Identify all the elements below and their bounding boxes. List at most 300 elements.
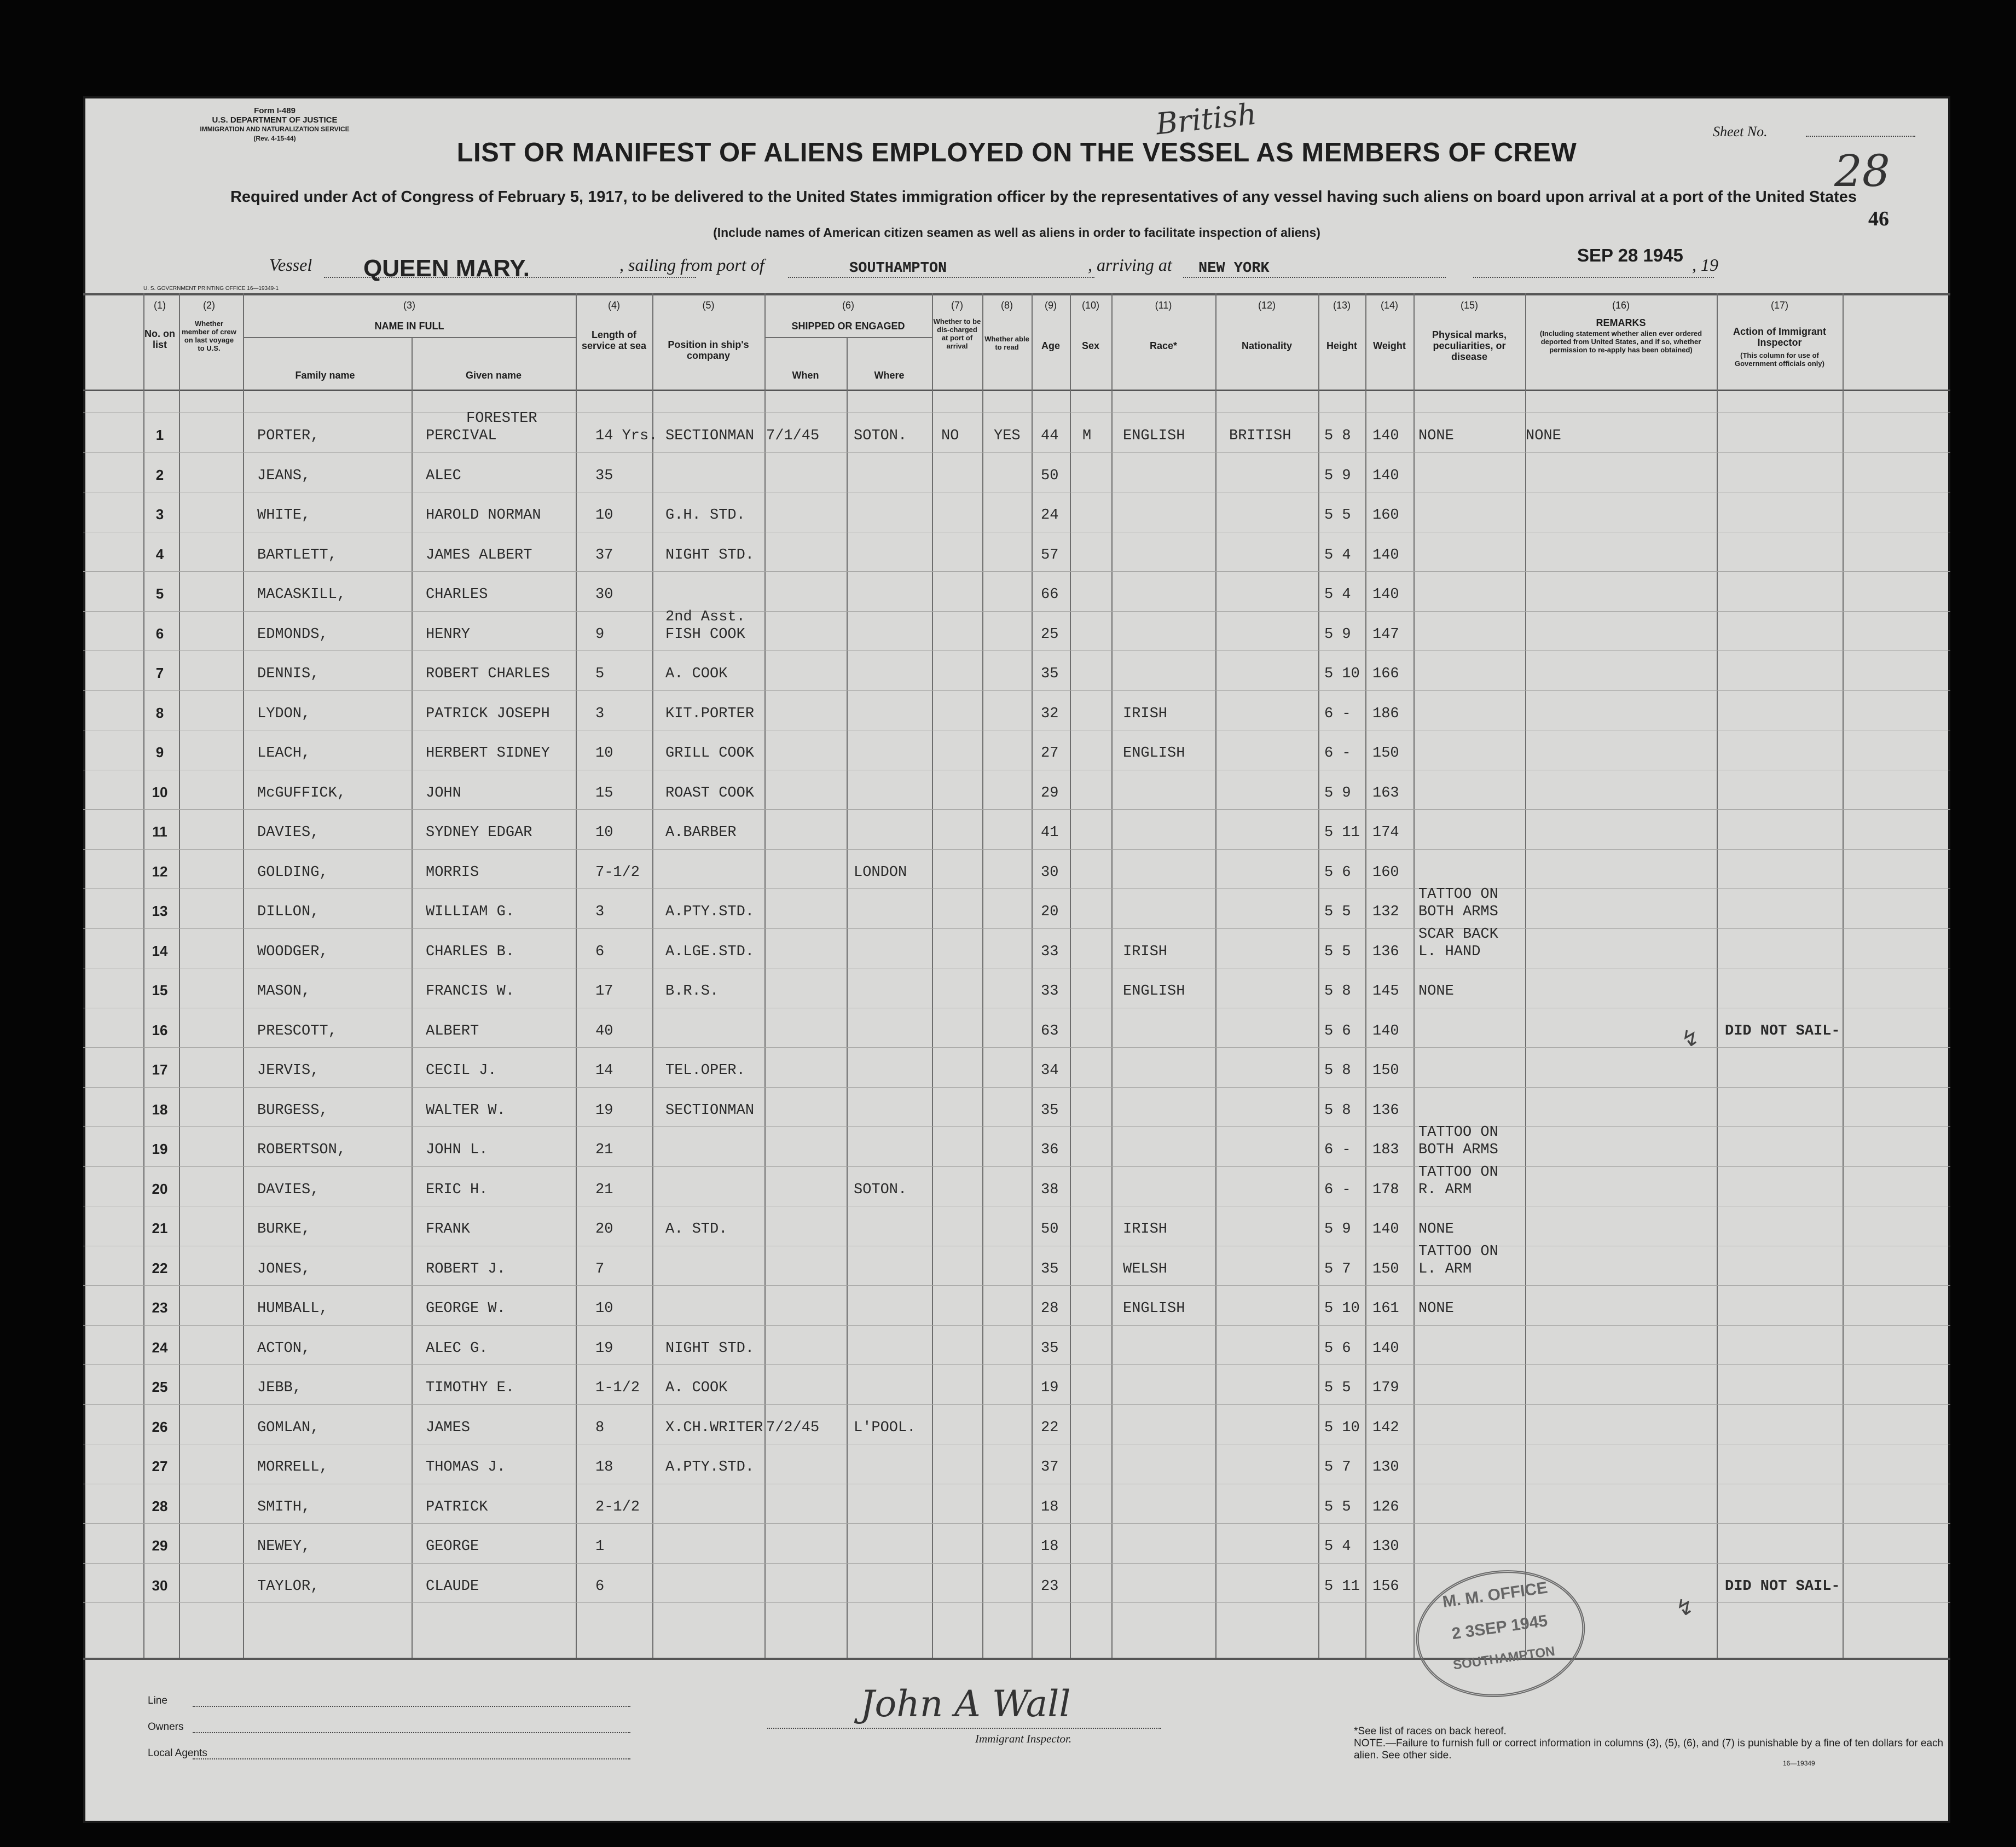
length-service-cell: 3 (595, 706, 605, 722)
row-rule (83, 1325, 1950, 1326)
height-cell: 5 9 (1324, 626, 1351, 643)
age-cell: 50 (1041, 468, 1059, 484)
height-cell: 6 - (1324, 1142, 1351, 1158)
length-service-cell: 5 (595, 666, 605, 682)
row-number: 30 (152, 1577, 168, 1594)
length-service-cell: 10 (595, 1300, 613, 1317)
position-cell: A. COOK (665, 666, 728, 682)
length-service-cell: 3 (595, 904, 605, 920)
header-nationality: Nationality (1241, 340, 1292, 351)
row-number: 20 (152, 1181, 168, 1197)
act-text: Required under Act of Congress of February 5, 1917, to be delivered to the United States immigration officer by the representatives of any vessel having such aliens on board upon arrival at a port of the United States (230, 188, 1857, 206)
page-title: LIST OR MANIFEST OF ALIENS EMPLOYED ON THE VESSEL AS MEMBERS OF CREW (456, 138, 1577, 167)
physical-marks-cell: BOTH ARMS (1418, 1142, 1498, 1158)
age-cell: 50 (1041, 1221, 1059, 1238)
revision: (Rev. 4-15-44) (253, 135, 296, 142)
row-rule (83, 650, 1950, 651)
given-name-cell: WALTER W. (426, 1102, 506, 1119)
row-rule (83, 888, 1950, 889)
row-rule (83, 452, 1950, 453)
given-name-cell: ROBERT CHARLES (426, 666, 550, 682)
age-cell: 63 (1041, 1023, 1059, 1039)
header-given-name: Given name (465, 370, 522, 381)
age-cell: 41 (1041, 824, 1059, 841)
height-cell: 5 6 (1324, 864, 1351, 881)
length-service-cell: 7 (595, 1261, 605, 1277)
shipped-where-cell: SOTON. (854, 1182, 907, 1198)
height-cell: 5 11 (1324, 824, 1360, 841)
family-name-cell: PORTER, (257, 428, 320, 444)
column-rule (1525, 293, 1526, 1658)
height-cell: 6 - (1324, 1182, 1351, 1198)
column-rule (1365, 293, 1366, 1658)
column-rule (243, 293, 244, 1658)
length-service-cell: 20 (595, 1221, 613, 1238)
family-name-cell: JONES, (257, 1261, 311, 1277)
family-name-cell: GOLDING, (257, 864, 328, 881)
height-cell: 5 8 (1324, 1102, 1351, 1119)
header-action: Action of Immigrant Inspector (1733, 326, 1826, 348)
given-name-cell: JOHN (426, 785, 461, 801)
height-cell: 5 7 (1324, 1261, 1351, 1277)
position-cell: ROAST COOK (665, 785, 755, 801)
length-service-cell: 14 (595, 1062, 613, 1079)
footer-notes (1354, 1726, 1945, 1762)
weight-cell: 140 (1372, 586, 1399, 603)
weight-cell: 130 (1372, 1459, 1399, 1476)
family-name-cell: JEANS, (257, 468, 311, 484)
given-name-cell: THOMAS J. (426, 1459, 506, 1476)
include-text: (Include names of American citizen seamen as well as aliens in order to facilitate inspection of aliens) (713, 225, 1320, 240)
family-name-cell: LEACH, (257, 745, 311, 762)
shipped-when-cell: 7/2/45 (766, 1420, 820, 1436)
length-service-cell: 18 (595, 1459, 613, 1476)
row-rule (83, 1166, 1950, 1167)
column-rule (764, 293, 766, 1658)
header-physical-marks: Physical marks, peculiarities, or disease (1432, 329, 1507, 362)
position-cell: A.BARBER (665, 824, 737, 841)
column-rule (1413, 293, 1415, 1658)
row-number: 5 (155, 585, 164, 602)
height-cell: 5 11 (1324, 1578, 1360, 1595)
weight-cell: 150 (1372, 1062, 1399, 1079)
pencil-mark: ↯ (1676, 1595, 1694, 1621)
shipped-where-cell: LONDON (854, 864, 907, 881)
row-number: 12 (152, 863, 168, 880)
given-name-cell: CLAUDE (426, 1578, 479, 1595)
weight-cell: 126 (1372, 1499, 1399, 1515)
row-number: 21 (152, 1220, 168, 1236)
height-cell: 5 9 (1324, 785, 1351, 801)
age-cell: 35 (1041, 1261, 1059, 1277)
column-rule (652, 293, 653, 1658)
row-rule (83, 1563, 1950, 1564)
weight-cell: 160 (1372, 507, 1399, 524)
header-remarks: REMARKS (1596, 317, 1646, 328)
race-cell: ENGLISH (1123, 745, 1185, 762)
pencil-mark: ↯ (1681, 1026, 1700, 1052)
given-name-cell: SYDNEY EDGAR (426, 824, 532, 841)
position-cell: SECTIONMAN (665, 428, 755, 444)
position-cell: A.PTY.STD. (665, 1459, 755, 1476)
service: IMMIGRATION AND NATURALIZATION SERVICE (200, 125, 350, 133)
weight-cell: 166 (1372, 666, 1399, 682)
position-cell: A.LGE.STD. (665, 944, 755, 960)
weight-cell: 150 (1372, 1261, 1399, 1277)
height-cell: 5 4 (1324, 547, 1351, 564)
family-name-cell: BURKE, (257, 1221, 311, 1238)
date-line (1473, 277, 1714, 278)
given-name-cell: FRANK (426, 1221, 471, 1238)
family-name-cell: BURGESS, (257, 1102, 328, 1119)
position-cell: NIGHT STD. (665, 547, 755, 564)
height-cell: 5 8 (1324, 983, 1351, 1000)
arriving-port: NEW YORK (1198, 260, 1270, 277)
physical-marks-extra-cell: TATTOO ON (1418, 1164, 1498, 1181)
year-label: , 19 (1692, 255, 1718, 275)
height-cell: 5 10 (1324, 1420, 1360, 1436)
col-number: (11) (1155, 300, 1172, 311)
col-number: (15) (1460, 300, 1478, 311)
column-rule (1070, 293, 1071, 1658)
family-name-cell: DAVIES, (257, 1182, 320, 1198)
col-number: (7) (951, 300, 963, 311)
physical-marks-cell: BOTH ARMS (1418, 904, 1498, 920)
row-number: 13 (152, 903, 168, 919)
given-name-cell: JAMES ALBERT (426, 547, 532, 564)
given-name-cell: JAMES (426, 1420, 471, 1436)
age-cell: 38 (1041, 1182, 1059, 1198)
row-number: 28 (152, 1498, 168, 1514)
column-rule (1032, 293, 1033, 1658)
row-number: 24 (152, 1339, 168, 1356)
header-age: Age (1041, 340, 1060, 351)
signature-line (767, 1728, 1161, 1729)
col-number: (9) (1045, 300, 1057, 311)
row-rule (83, 1523, 1950, 1524)
sex-cell: M (1082, 428, 1092, 444)
sailing-line (788, 277, 1094, 278)
weight-cell: 179 (1372, 1380, 1399, 1396)
given-name-cell: CHARLES (426, 586, 488, 603)
position-extra-cell: 2nd Asst. (665, 609, 745, 625)
given-name-cell: CHARLES B. (426, 944, 515, 960)
row-number: 9 (155, 744, 164, 760)
row-rule (83, 928, 1950, 929)
header-length-service: Length of service at sea (581, 329, 647, 351)
age-cell: 30 (1041, 864, 1059, 881)
weight-cell: 130 (1372, 1538, 1399, 1555)
form-number: Form I-489 (254, 106, 296, 115)
column-rule (1843, 293, 1844, 1658)
length-service-cell: 35 (595, 468, 613, 484)
given-name-cell: GEORGE (426, 1538, 479, 1555)
length-service-cell: 40 (595, 1023, 613, 1039)
family-name-cell: BARTLETT, (257, 547, 337, 564)
height-cell: 5 5 (1324, 904, 1351, 920)
age-cell: 33 (1041, 944, 1059, 960)
family-name-cell: NEWEY, (257, 1538, 311, 1555)
vessel-label: Vessel (269, 255, 312, 275)
row-number: 23 (152, 1299, 168, 1316)
stamp-date: 2 3SEP 1945 (1450, 1612, 1549, 1643)
name-subrule (243, 337, 576, 338)
weight-cell: 136 (1372, 944, 1399, 960)
races-note: *See list of races on back hereof. (1354, 1726, 1507, 1737)
row-number: 4 (155, 546, 164, 562)
shipped-where-cell: L'POOL. (854, 1420, 916, 1436)
weight-cell: 140 (1372, 1221, 1399, 1238)
family-name-cell: McGUFFICK, (257, 785, 346, 801)
length-service-cell: 21 (595, 1182, 613, 1198)
family-name-cell: WHITE, (257, 507, 311, 524)
row-number: 17 (152, 1061, 168, 1078)
row-rule (83, 1364, 1950, 1365)
column-rule (1111, 293, 1113, 1658)
race-cell: ENGLISH (1123, 983, 1185, 1000)
family-name-cell: JEBB, (257, 1380, 302, 1396)
family-name-cell: DAVIES, (257, 824, 320, 841)
family-name-cell: HUMBALL, (257, 1300, 328, 1317)
given-name-cell: PERCIVAL (426, 428, 497, 444)
col-number: (2) (203, 300, 215, 311)
position-cell: A. STD. (665, 1221, 728, 1238)
age-cell: 36 (1041, 1142, 1059, 1158)
weight-cell: 140 (1372, 1023, 1399, 1039)
column-rule (932, 293, 933, 1658)
column-rule (179, 293, 180, 1658)
given-name-cell: GEORGE W. (426, 1300, 506, 1317)
discharged-cell: NO (941, 428, 959, 444)
header-able-to-read: Whether able to read (984, 335, 1029, 351)
family-name-cell: DENNIS, (257, 666, 320, 682)
length-service-cell: 14 Yrs. (595, 428, 658, 444)
age-cell: 22 (1041, 1420, 1059, 1436)
height-cell: 5 5 (1324, 1380, 1351, 1396)
row-rule (83, 1602, 1950, 1603)
arriving-label: , arriving at (1088, 255, 1172, 275)
weight-cell: 156 (1372, 1578, 1399, 1595)
age-cell: 66 (1041, 586, 1059, 603)
age-cell: 44 (1041, 428, 1059, 444)
physical-marks-extra-cell: TATTOO ON (1418, 1244, 1498, 1260)
header-no-on-list: No. on list (144, 328, 175, 350)
row-number: 22 (152, 1260, 168, 1276)
weight-cell: 178 (1372, 1182, 1399, 1198)
position-cell: TEL.OPER. (665, 1062, 745, 1079)
inspector-action-cell: DID NOT SAIL- (1725, 1023, 1840, 1039)
arriving-line (1183, 277, 1446, 278)
given-name-extra-cell: FORESTER (466, 410, 537, 427)
given-name-cell: HAROLD NORMAN (426, 507, 541, 524)
header-position: Position in ship's company (668, 339, 749, 361)
physical-marks-cell: R. ARM (1418, 1182, 1472, 1198)
height-cell: 5 6 (1324, 1023, 1351, 1039)
row-rule (83, 1404, 1950, 1405)
length-service-cell: 10 (595, 507, 613, 524)
position-cell: A.PTY.STD. (665, 904, 755, 920)
weight-cell: 163 (1372, 785, 1399, 801)
length-service-cell: 17 (595, 983, 613, 1000)
row-number: 8 (155, 705, 164, 721)
given-name-cell: PATRICK JOSEPH (426, 706, 550, 722)
row-number: 19 (152, 1141, 168, 1157)
col-number: (12) (1258, 300, 1276, 311)
row-number: 18 (152, 1101, 168, 1118)
row-number: 6 (155, 625, 164, 642)
col-number: (1) (154, 300, 166, 311)
height-cell: 5 5 (1324, 1499, 1351, 1515)
age-cell: 20 (1041, 904, 1059, 920)
length-service-cell: 19 (595, 1102, 613, 1119)
col-number: (16) (1612, 300, 1630, 311)
col-number: (8) (1001, 300, 1013, 311)
column-rule (1717, 293, 1718, 1658)
position-cell: X.CH.WRITER (665, 1420, 763, 1436)
given-name-cell: ALBERT (426, 1023, 479, 1039)
family-name-cell: TAYLOR, (257, 1578, 320, 1595)
department: U.S. DEPARTMENT OF JUSTICE (212, 115, 338, 125)
row-number: 15 (152, 982, 168, 998)
row-number: 27 (152, 1458, 168, 1474)
family-name-cell: ROBERTSON, (257, 1142, 346, 1158)
height-cell: 5 10 (1324, 666, 1360, 682)
weight-cell: 150 (1372, 745, 1399, 762)
given-name-cell: HERBERT SIDNEY (426, 745, 550, 762)
row-number: 29 (152, 1537, 168, 1554)
col-number: (10) (1081, 300, 1099, 311)
shipped-where-cell: SOTON. (854, 428, 907, 444)
stamp-bottom: SOUTHAMPTON (1452, 1643, 1556, 1673)
col-number: (4) (608, 300, 620, 311)
length-service-cell: 10 (595, 824, 613, 841)
physical-marks-cell: NONE (1418, 983, 1454, 1000)
header-last-voyage: Whether member of crew on last voyage to U.S. (182, 320, 236, 352)
header-height: Height (1326, 340, 1357, 351)
physical-marks-extra-cell: SCAR BACK (1418, 926, 1498, 943)
position-cell: KIT.PORTER (665, 706, 755, 722)
row-rule (83, 611, 1950, 612)
row-rule (83, 690, 1950, 691)
position-cell: B.R.S. (665, 983, 719, 1000)
age-cell: 19 (1041, 1380, 1059, 1396)
family-name-cell: JERVIS, (257, 1062, 320, 1079)
age-cell: 33 (1041, 983, 1059, 1000)
column-rule (576, 293, 577, 1658)
header-when: When (792, 370, 819, 381)
race-cell: IRISH (1123, 1221, 1168, 1238)
row-rule (83, 1126, 1950, 1127)
header-discharged: Whether to be dis-charged at port of arrival (933, 317, 981, 350)
height-cell: 5 6 (1324, 1340, 1351, 1357)
weight-cell: 145 (1372, 983, 1399, 1000)
position-cell: A. COOK (665, 1380, 728, 1396)
weight-cell: 160 (1372, 864, 1399, 881)
row-rule (83, 571, 1950, 572)
race-cell: ENGLISH (1123, 1300, 1185, 1317)
owners-label: Owners (148, 1721, 184, 1733)
manifest-sheet (83, 96, 1950, 1823)
header-name-in-full: NAME IN FULL (374, 321, 444, 332)
age-cell: 57 (1041, 547, 1059, 564)
race-cell: IRISH (1123, 944, 1168, 960)
shipped-when-cell: 7/1/45 (766, 428, 820, 444)
length-service-cell: 9 (595, 626, 605, 643)
physical-marks-cell: NONE (1418, 1300, 1454, 1317)
given-name-cell: WILLIAM G. (426, 904, 515, 920)
page-side-number: 46 (1868, 207, 1889, 230)
inspector-caption: Immigrant Inspector. (975, 1732, 1072, 1745)
length-service-cell: 8 (595, 1420, 605, 1436)
row-number: 16 (152, 1022, 168, 1038)
weight-cell: 161 (1372, 1300, 1399, 1317)
penalty-note: NOTE.—Failure to furnish full or correct information in columns (3), (5), (6), and (7) is punishable by a fine of ten dollars for each alien. See other side. (1354, 1738, 1944, 1761)
row-number: 25 (152, 1379, 168, 1395)
family-name-cell: EDMONDS, (257, 626, 328, 643)
col-number: (6) (842, 300, 854, 311)
given-name-cell: ALEC G. (426, 1340, 488, 1357)
family-name-cell: SMITH, (257, 1499, 311, 1515)
family-name-cell: GOMLAN, (257, 1420, 320, 1436)
header-race: Race* (1149, 340, 1178, 351)
given-name-cell: FRANCIS W. (426, 983, 515, 1000)
family-name-cell: DILLON, (257, 904, 320, 920)
header-remarks-note: (Including statement whether alien ever ordered deported from United States, and if so, whether permission to re-apply has been obtained) (1539, 329, 1702, 354)
length-service-cell: 15 (595, 785, 613, 801)
length-service-cell: 21 (595, 1142, 613, 1158)
length-service-cell: 10 (595, 745, 613, 762)
height-cell: 6 - (1324, 745, 1351, 762)
row-number: 2 (155, 467, 164, 483)
weight-cell: 140 (1372, 1340, 1399, 1357)
physical-marks-cell: L. HAND (1418, 944, 1481, 960)
family-name-cell: ACTON, (257, 1340, 311, 1357)
sheet-label: Sheet No. (1713, 124, 1768, 140)
col-number: (3) (403, 300, 415, 311)
row-rule (83, 809, 1950, 810)
height-cell: 6 - (1324, 706, 1351, 722)
stamp-top: M. M. OFFICE (1441, 1578, 1549, 1611)
header-family-name: Family name (295, 370, 355, 381)
column-rule (412, 337, 413, 1658)
able-to-read-cell: YES (994, 428, 1021, 444)
family-name-cell: MASON, (257, 983, 311, 1000)
given-name-cell: HENRY (426, 626, 471, 643)
row-number: 10 (152, 784, 168, 800)
height-cell: 5 9 (1324, 1221, 1351, 1238)
table-bottom-rule (83, 1658, 1950, 1660)
given-name-cell: ROBERT J. (426, 1261, 506, 1277)
col-number: (5) (702, 300, 715, 311)
given-name-cell: JOHN L. (426, 1142, 488, 1158)
family-name-cell: MORRELL, (257, 1459, 328, 1476)
weight-cell: 140 (1372, 428, 1399, 444)
age-cell: 32 (1041, 706, 1059, 722)
owners-field (193, 1732, 630, 1733)
height-cell: 5 8 (1324, 1062, 1351, 1079)
handwritten-nationality: British (1154, 96, 1259, 142)
inspector-action-cell: DID NOT SAIL- (1725, 1578, 1840, 1595)
physical-marks-cell: NONE (1418, 1221, 1454, 1238)
arrival-date-stamp: SEP 28 1945 (1577, 245, 1683, 265)
given-name-cell: TIMOTHY E. (426, 1380, 515, 1396)
sheet-line (1806, 136, 1915, 137)
row-number: 11 (152, 823, 167, 840)
row-rule (83, 849, 1950, 850)
printing-office-line: U. S. GOVERNMENT PRINTING OFFICE 16—19349-1 (143, 286, 279, 292)
length-service-cell: 2-1/2 (595, 1499, 640, 1515)
age-cell: 35 (1041, 666, 1059, 682)
